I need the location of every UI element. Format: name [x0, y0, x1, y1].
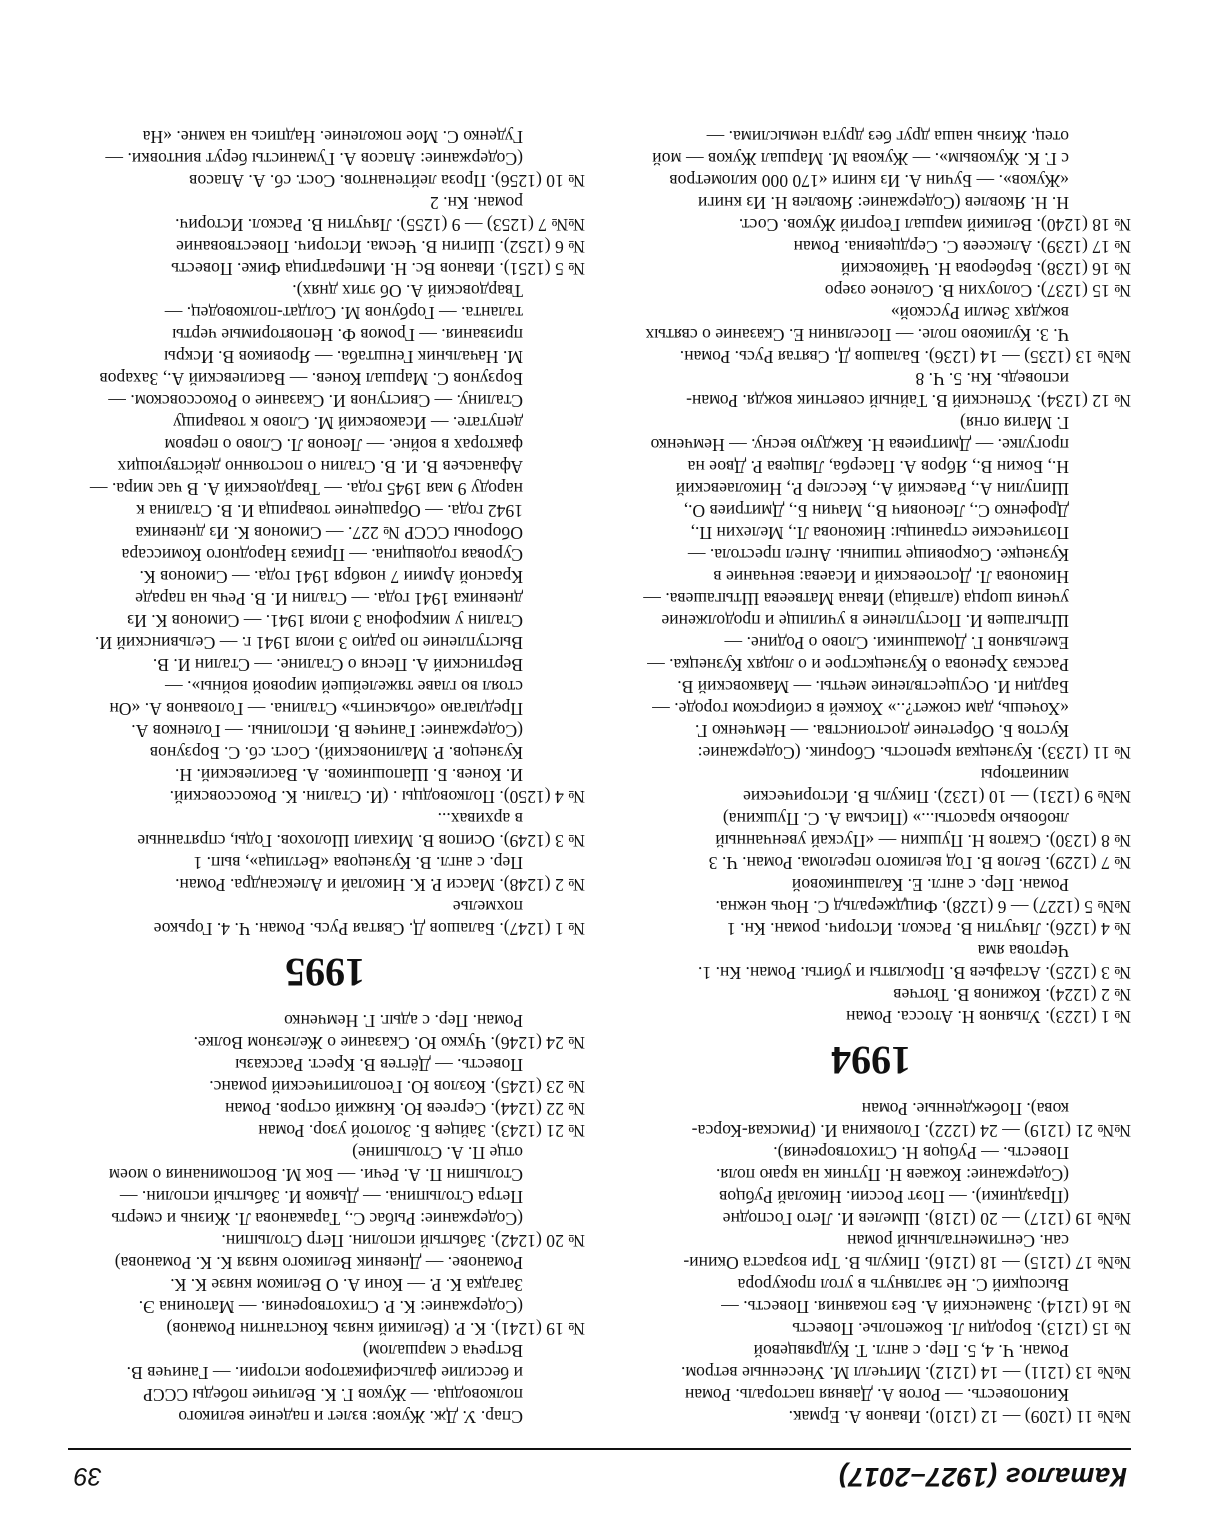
catalog-entry: № 3 (1249). Осипов В. Михаил Шолохов. Годы, спрятанные: [137, 831, 585, 851]
catalog-entry-line: Повесть. — Рубцов Н. Стихотворения).: [773, 1143, 1069, 1163]
catalog-entry-line: (Праздники). — Поэт России. Николай Рубцов: [719, 1187, 1069, 1207]
catalog-entry-line: факторах в войне. — Леонов Л. Слово о первом: [164, 435, 523, 455]
catalog-entry: № 1 (1223). Ульянов Н. Атосса. Роман: [846, 1007, 1131, 1027]
catalog-entry: № 15 (1213). Бородин Л. Божеполье. Повесть: [792, 1319, 1131, 1339]
catalog-entry: № 16 (1214). Знаменский А. Без покаяния. Повесть. —: [721, 1297, 1131, 1317]
catalog-entry-line: Петра Столыпина. — Дьяков И. Забытый исполин. —: [119, 1187, 523, 1207]
catalog-entry-line: Выступление по радио 3 июля 1941 г. — Сельвинский И.: [94, 633, 523, 653]
catalog-entry-line: Романове. — Дневник Великого князя К. К. Романова): [114, 1253, 523, 1273]
catalog-entry-line: Емельянов Г. Домашники. Слово о Родине. —: [724, 633, 1069, 653]
catalog-entry-line: Красной Армии 7 ноября 1941 года. — Симонов К.: [139, 567, 523, 587]
catalog-entry-line: Повесть. — Дёгтев В. Крест. Рассказы: [235, 1055, 523, 1075]
left-column: [611, 126, 1131, 1428]
entries-1994-continued: [611, 1098, 1131, 1428]
catalog-entry-line: Рассказ Хренова о Кузнецкстрое и о людях Кузнецка. —: [647, 655, 1069, 675]
catalog-entry-line: миниатюры: [980, 765, 1069, 785]
catalog-entry-line: Чертова яма: [977, 941, 1069, 961]
catalog-entry: № 21 (1243). Зайцев Б. Золотой узор. Роман: [258, 1121, 585, 1141]
catalog-entry-line: учения шорца (алтайца) Ивана Матвеева Штыгашева. —: [643, 589, 1069, 609]
catalog-entry-line: исповедь. Кн. 5. Ч. 8: [915, 369, 1069, 389]
catalog-entry: №№ 19 (1217) — 20 (1218). Шмелев И. Лето Господне: [722, 1209, 1131, 1229]
catalog-entry-line: депутате. — Исаковский М. Слово к товарищу: [172, 413, 523, 433]
catalog-entry-line: в архивах...: [437, 809, 523, 829]
catalog-entry-line: М. Начальник Генштаба. — Яровиков В. Искры: [164, 347, 523, 367]
catalog-entry-line: кова). Побежденные. Роман: [861, 1099, 1069, 1119]
catalog-entry: № 1 (1247). Балашов Д. Святая Русь. Роман. Ч. 4. Горькое: [153, 919, 585, 939]
catalog-entry: №№ 21 (1219) — 24 (1222). Головкина И. (Римская-Корса-: [691, 1121, 1131, 1141]
catalog-entry-line: полководца. — Жуков Г. К. Величие победы СССР: [143, 1385, 523, 1405]
catalog-entry-line: вождях Земли Русской»: [890, 303, 1069, 323]
catalog-entry: № 4 (1250). Полководцы . (И. Сталин. К. Рокоссовский.: [169, 787, 585, 807]
catalog-entry: № 8 (1230). Скатов Н. Пушкин — «Пускай увенчанный: [715, 831, 1131, 851]
page-number: 39: [74, 1462, 102, 1490]
catalog-entry: № 6 (1252). Шигин В. Чесма. Историч. Повествование: [176, 237, 585, 257]
catalog-entry: №№ 13 (1235) — 14 (1236). Балашов Д. Святая Русь. Роман.: [679, 347, 1131, 367]
catalog-entry-line: (Содержание: К. Р. Стихотворения. — Матонина Э.: [138, 1297, 523, 1317]
catalog-entry-line: призвания. — Громов Ф. Неповторимые черты: [172, 325, 523, 345]
right-column: [65, 126, 585, 1428]
catalog-entry-line: (Содержание: Апасов А. Гуманисты берут винтовки. —: [105, 149, 523, 169]
catalog-entry-line: Столыпин П. А. Речи. — Бок М. Воспоминания о моем: [108, 1165, 523, 1185]
catalog-entry-line: Н., Бокин В., Ябров А. Пасерба, Лящева Р. Двое на: [687, 457, 1069, 477]
catalog-entry-line: роман. Кн. 2: [429, 193, 523, 213]
catalog-entry-line: прогулке. — Дмитриева Н. Каждую весну. — Немченко: [650, 435, 1069, 455]
catalog-entry-line: Встреча с маршалом): [362, 1341, 523, 1361]
catalog-entry-line: 1942 года. — Обращение товарища И. В. Сталина к: [136, 501, 523, 521]
catalog-entry: № 4 (1226). Лячутин В. Раскол. Историч. роман. Кн. 1: [726, 919, 1131, 939]
catalog-entry-line: и бессилие фальсификаторов истории. — Ганичев В.: [126, 1363, 523, 1383]
catalog-entry-line: дневника 1941 года. — Сталин И. В. Речь на параде: [135, 589, 523, 609]
catalog-entry-line: Суровая годовщина. — Приказ Народного Комиссара: [121, 545, 523, 565]
year-heading-1994: 1994: [831, 1038, 911, 1083]
catalog-entry: № 22 (1244). Сергеев Ю. Княжий остров. Роман: [225, 1099, 585, 1119]
catalog-entry: № 18 (1240). Великий маршал Георгий Жуков. Сост.: [738, 215, 1131, 235]
catalog-entry-line: «Хочешь, дам сюжет?..» Хоккей в сибирском городе. —: [652, 699, 1069, 719]
catalog-entry: № 5 (1251). Иванов Вс. Н. Императрица Фике. Повесть: [171, 259, 585, 279]
catalog-entry-line: сан. Сентиментальный роман: [847, 1231, 1069, 1251]
catalog-entry: № 15 (1237). Солоухин В. Соленое озеро: [824, 281, 1131, 301]
catalog-entry: №№ 7 (1253) — 9 (1255). Лячутин В. Раскол. Историч.: [175, 215, 585, 235]
catalog-entry-line: Бардин И. Осуществление мечты. — Маяковский В.: [677, 677, 1069, 697]
catalog-entry-line: Роман. Ч. 4, 5. Пер. с англ. Т. Кудрявцевой: [753, 1341, 1069, 1361]
catalog-entry-line: Штыгашев И. Поступление в училище и продолжение: [661, 611, 1069, 631]
entries-1994: [611, 126, 1131, 1028]
entries-1994-end: [65, 1010, 585, 1428]
catalog-entry: № 23 (1245). Козлов Ю. Геополитический романс.: [209, 1077, 585, 1097]
catalog-entry-line: Г. Магия огня): [960, 413, 1069, 433]
catalog-entry: № 12 (1234). Успенский В. Тайный советник вождя. Роман-: [686, 391, 1131, 411]
catalog-entry: № 24 (1246). Чукко Ю. Сказание о Железном Волке.: [193, 1033, 585, 1053]
catalog-title: Каталог (1927–2017): [838, 1462, 1127, 1492]
catalog-entry-line: Высоцкий С. Не заглянуть в угол прокурора: [737, 1275, 1069, 1295]
catalog-entry: № 3 (1225). Астафьев В. Прокляты и убиты. Роман. Кн. 1.: [697, 963, 1131, 983]
catalog-entry: №№ 11 (1209) — 12 (1210). Иванов А. Ермак.: [788, 1407, 1131, 1427]
catalog-entry-line: отце П. А. Столыпине): [352, 1143, 523, 1163]
catalog-entry: № 2 (1248). Масси Р. К. Николай и Александра. Роман.: [175, 875, 585, 895]
catalog-entry: № 11 (1233). Кузнецкая крепость. Сборник. (Содержание:: [697, 743, 1131, 763]
catalog-entry-line: Спар. У. Дж. Жуков: взлет и падение великого: [178, 1407, 523, 1427]
catalog-entry-line: (Содержание: Кожаев Н. Путник на краю поля.: [715, 1165, 1069, 1185]
catalog-entry-line: Роман. Пер. с адыг. Г. Немченко: [284, 1011, 523, 1031]
catalog-entry-line: Сталину. — Свистунов И. Сказание о Рокоссовском. —: [108, 391, 523, 411]
catalog-entry-line: отец. Жизнь наша друг без друга немыслима. —: [706, 127, 1069, 147]
catalog-entry: № 10 (1256). Проза лейтенантов. Сост. сб. А. Апасов: [189, 171, 585, 191]
year-heading-1995: 1995: [285, 950, 365, 995]
catalog-entry-line: Афанасьев В. И. В. Сталин о постоянно действующих: [117, 457, 523, 477]
catalog-entry-line: Сталин у микрофона 3 июля 1941. — Симонов К. Из: [127, 611, 523, 631]
catalog-entry-line: Борзунов С. Маршал Конев. — Василевский А., Захаров: [99, 369, 523, 389]
catalog-entry-line: Поэтические страницы: Никонова Л., Мелехин П.,: [690, 523, 1069, 543]
catalog-entry-line: таланта. — Горбунов М. Солдат-полководец. —: [164, 303, 523, 323]
catalog-entry-line: (Содержание: Рыбас С., Тараканова Л. Жизнь и смерть: [111, 1209, 523, 1229]
entries-1995: [65, 126, 585, 940]
catalog-entry-line: Кузнецов. Р. Малиновский). Сост. сб. С. Борзунов: [149, 743, 523, 763]
catalog-entry-line: Шипулин А., Раевский А., Кесслер Р., Николаевский: [675, 479, 1069, 499]
catalog-entry-line: любовью красоты...» (Письма А. С. Пушкина): [722, 809, 1069, 829]
catalog-entry-line: Пер. с англ. В. Кузнецова «Ветлица», вып. 1: [193, 853, 523, 873]
catalog-entry-line: стоял во главе тяжелейшей мировой войны». —: [165, 677, 523, 697]
catalog-entry: №№ 9 (1231) — 10 (1232). Пикуль В. Исторические: [743, 787, 1131, 807]
catalog-entry-line: похмелье: [452, 897, 523, 917]
catalog-entry: №№ 5 (1227) — 6 (1228). Фицджеральд С. Ночь нежна.: [715, 897, 1131, 917]
catalog-entry-line: Предлагаю «объяснить» Сталина. — Голованов А. «Он: [109, 699, 523, 719]
catalog-entry-line: «Жуков». — Бучин А. Из книги «170 000 километров: [669, 171, 1069, 191]
catalog-entry-line: Кустов Б. Обретение достоинства. — Немченко Г.: [694, 721, 1069, 741]
catalog-entry-line: с Г. К. Жуковым». — Жукова М. Маршал Жуков — мой: [652, 149, 1069, 169]
catalog-entry-line: (Содержание: Ганичев В. Исполины. — Голенков А.: [131, 721, 523, 741]
catalog-entry: № 2 (1224). Кожинов В. Тютчев: [893, 985, 1131, 1005]
catalog-entry-line: Загадка К. Р. — Кони А. О Великом князе К. К.: [170, 1275, 523, 1295]
catalog-entry-line: народу 9 мая 1945 года. — Твардовский А. В час мира. —: [89, 479, 523, 499]
catalog-entry-line: Гуденко С. Мое поколение. Надпись на камне. «На: [142, 127, 523, 147]
catalog-entry-line: Кузнецке. Сокровище тишины. Ангел престола. —: [687, 545, 1069, 565]
catalog-entry: № 16 (1238). Берберова Н. Чайковский: [841, 259, 1131, 279]
catalog-entry: № 20 (1242). Забытый исполин. Петр Столыпин.: [221, 1231, 585, 1251]
catalog-entry: №№ 17 (1215) — 18 (1216). Пикуль В. Три возраста Окини-: [683, 1253, 1131, 1273]
catalog-entry-line: Роман. Пер. с англ. Е. Калашниковой: [791, 875, 1069, 895]
catalog-entry: №№ 13 (1211) — 14 (1212). Митчелл М. Унесенные ветром.: [680, 1363, 1131, 1383]
catalog-entry-line: Н. Н. Яковлев (Содержание: Яковлев Н. Из книги: [697, 193, 1069, 213]
catalog-entry-line: Киноповесть. — Рогов А. Давняя пастораль. Роман: [684, 1385, 1069, 1405]
catalog-entry: № 17 (1239). Алексеев С. Сердцевина. Роман: [793, 237, 1131, 257]
catalog-entry-line: Обороны СССР № 227. — Симонов К. Из дневника: [135, 523, 523, 543]
catalog-entry: № 7 (1229). Белов В. Год великого перелома. Роман. Ч. 3: [708, 853, 1131, 873]
catalog-entry-line: Вертинский А. Песня о Сталине. — Сталин И. В.: [152, 655, 523, 675]
catalog-entry-line: Дрофенко С., Леонович В., Мачин Б., Дмитриев О.,: [683, 501, 1069, 521]
catalog-entry-line: Ч. 3. Куликово поле. — Поселянин Е. Сказание о святых: [645, 325, 1069, 345]
catalog-entry-line: Никонова Л. Достоевский и Исаева: венчание в: [713, 567, 1069, 587]
catalog-entry-line: И. Конев. Б. Шапошников. А. Василевский. Н.: [174, 765, 523, 785]
running-header: [68, 1448, 1131, 1492]
catalog-entry-line: Твардовский А. Об этих днях).: [292, 281, 523, 301]
catalog-entry: № 19 (1241). К. Р. (Великий князь Константин Романов): [166, 1319, 585, 1339]
